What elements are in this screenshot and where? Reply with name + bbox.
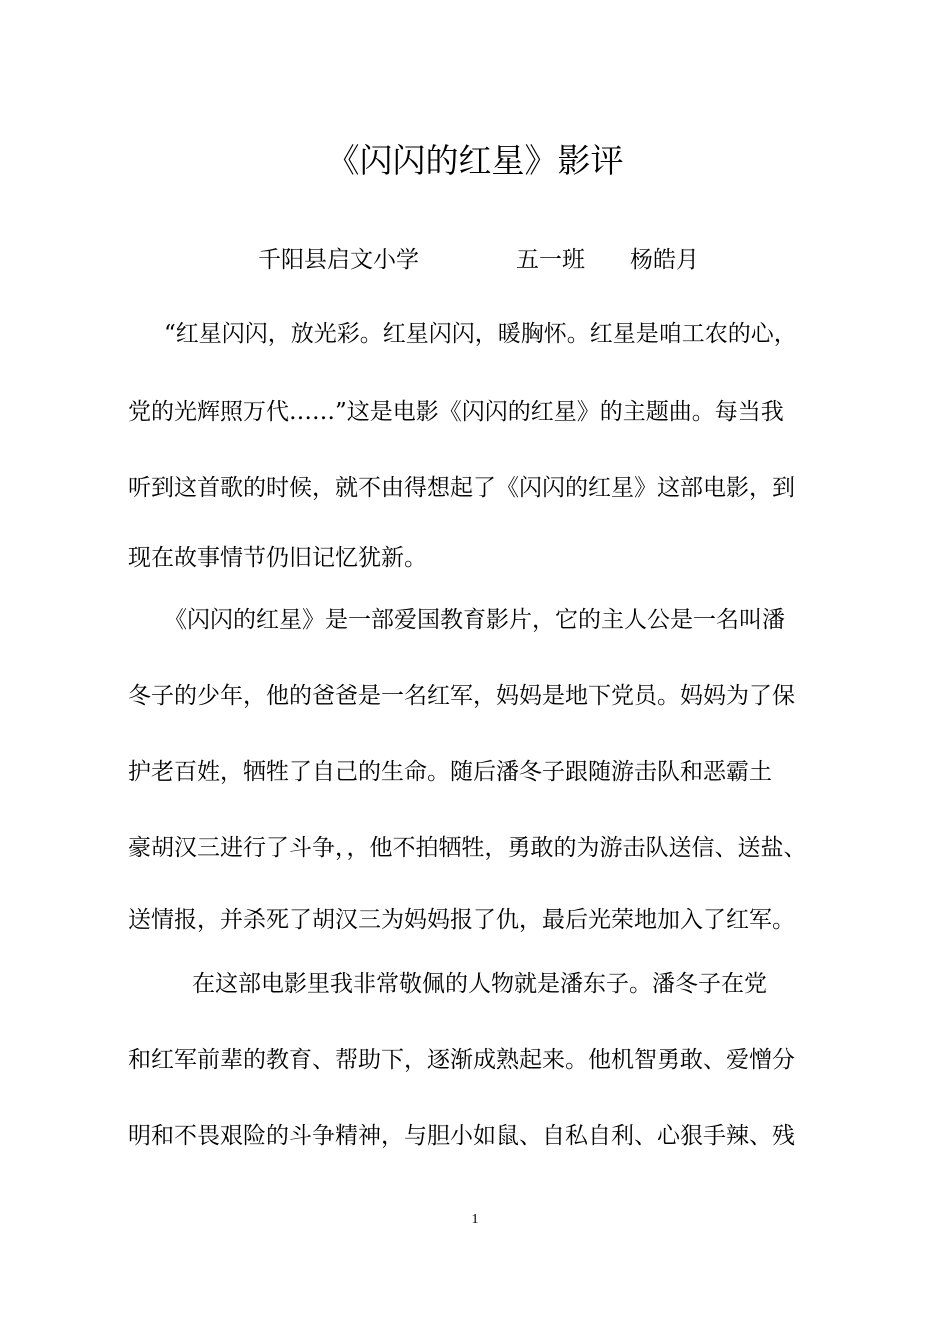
byline-class: 五一班 [516, 247, 585, 273]
paragraph-3-line-2: 和红军前辈的教育、帮助下，逐渐成熟起来。他机智勇敢、爱憎分 [128, 1047, 795, 1073]
paragraph-2-line-1: 《闪闪的红星》是一部爱国教育影片，它的主人公是一名叫潘 [164, 607, 785, 633]
paragraph-1-line-2: 党的光辉照万代……”这是电影《闪闪的红星》的主题曲。每当我 [128, 399, 784, 425]
paragraph-2-line-2: 冬子的少年，他的爸爸是一名红军，妈妈是地下党员。妈妈为了保 [128, 683, 795, 709]
paragraph-3-line-1: 在这部电影里我非常敬佩的人物就是潘东子。潘冬子在党 [192, 971, 767, 997]
document-title: 《闪闪的红星》影评 [326, 141, 624, 180]
paragraph-1-line-4: 现在故事情节仍旧记忆犹新。 [128, 545, 427, 571]
paragraph-1-line-1: “红星闪闪，放光彩。红星闪闪，暖胸怀。红星是咱工农的心， [164, 321, 797, 347]
paragraph-1-line-3: 听到这首歌的时候，就不由得想起了《闪闪的红星》这部电影，到 [128, 475, 795, 501]
paragraph-2-line-3: 护老百姓，牺牲了自己的生命。随后潘冬子跟随游击队和恶霸土 [128, 759, 772, 785]
page-number: 1 [471, 1212, 479, 1227]
paragraph-2-line-5: 送情报，并杀死了胡汉三为妈妈报了仇，最后光荣地加入了红军。 [128, 907, 795, 933]
paragraph-2-line-4: 豪胡汉三进行了斗争，，他不拍牺牲，勇敢的为游击队送信、送盐、 [128, 835, 807, 861]
byline-school: 千阳县启文小学 [258, 247, 419, 273]
byline-author: 杨皓月 [630, 247, 699, 273]
paragraph-3-line-3: 明和不畏艰险的斗争精神，与胆小如鼠、自私自利、心狠手辣、残 [128, 1123, 795, 1149]
